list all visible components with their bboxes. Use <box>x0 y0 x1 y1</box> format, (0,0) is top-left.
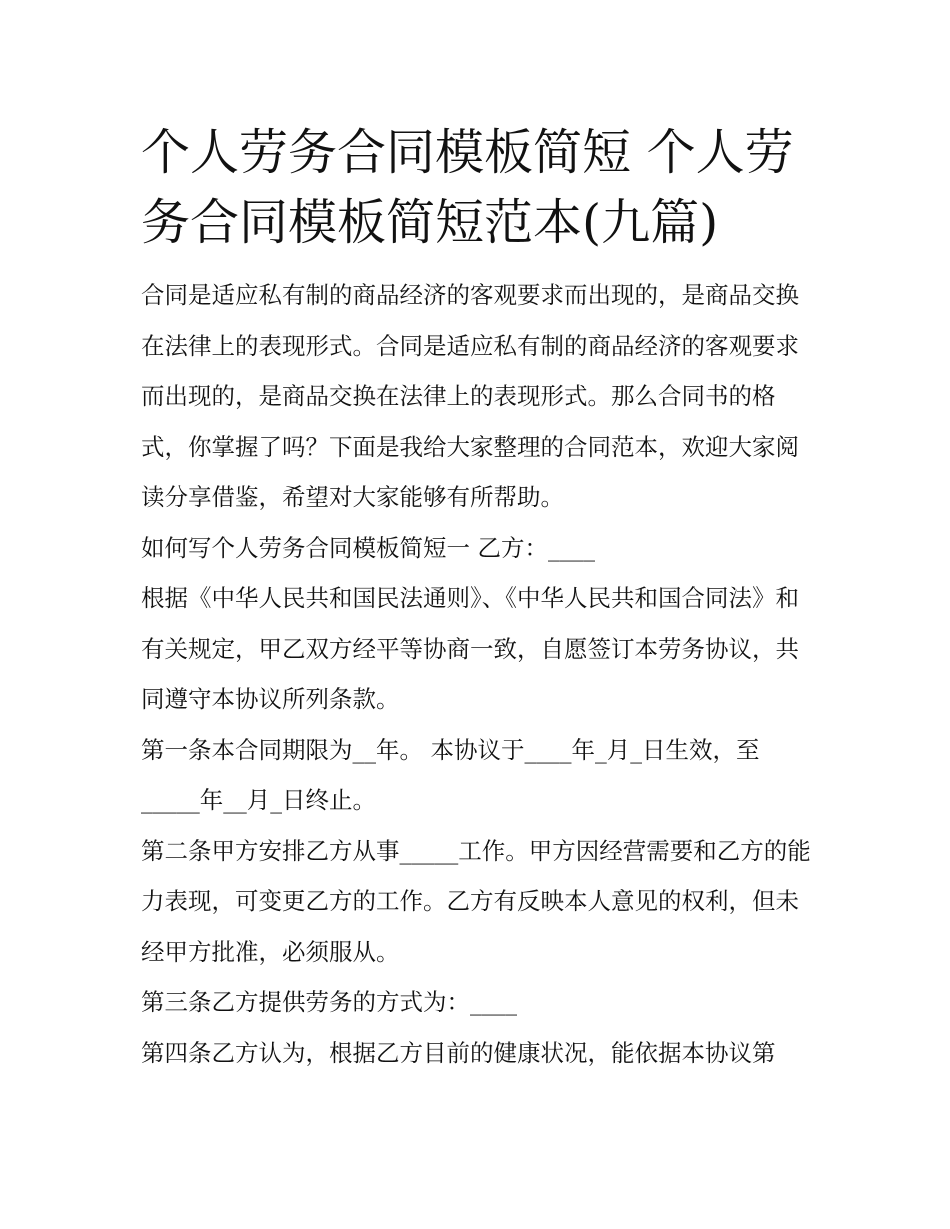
article-1-term: 第一条本合同期限为__年。 本协议于____年_月_日生效，至_____年__月_日终止。 <box>141 735 760 814</box>
article-4-health: 第四条乙方认为，根据乙方目前的健康状况，能依据本协议第 <box>141 1038 776 1067</box>
legal-basis-paragraph: 根据《中华人民共和国民法通则》、《中华人民共和国合同法》和有关规定，甲乙双方经平等协商一致，自愿签订本劳务协议，共同遵守本协议所列条款。 <box>141 584 799 713</box>
document-body <box>141 270 813 1078</box>
article-3-method: 第三条乙方提供劳务的方式为：____ <box>141 988 517 1016</box>
document-title: 个人劳务合同模板简短 个人劳务合同模板简短范本(九篇) <box>141 124 794 251</box>
section-heading-party-b: 如何写个人劳务合同模板简短一 乙方：____ <box>141 533 595 562</box>
intro-paragraph: 合同是适应私有制的商品经济的客观要求而出现的，是商品交换在法律上的表现形式。合同是适应私有制的商品经济的客观要求而出现的，是商品交换在法律上的表现形式。那么合同书的格式，你掌握了吗？下面是我给大家整理的合同范本，欢迎大家阅读分享借鉴，希望对大家能够有所帮助。 <box>141 281 799 511</box>
article-2-work: 第二条甲方安排乙方从事_____工作。甲方因经营需要和乙方的能力表现，可变更乙方的工作。乙方有反映本人意见的权利，但未经甲方批准，必须服从。 <box>141 836 811 966</box>
document-page <box>141 118 813 1078</box>
